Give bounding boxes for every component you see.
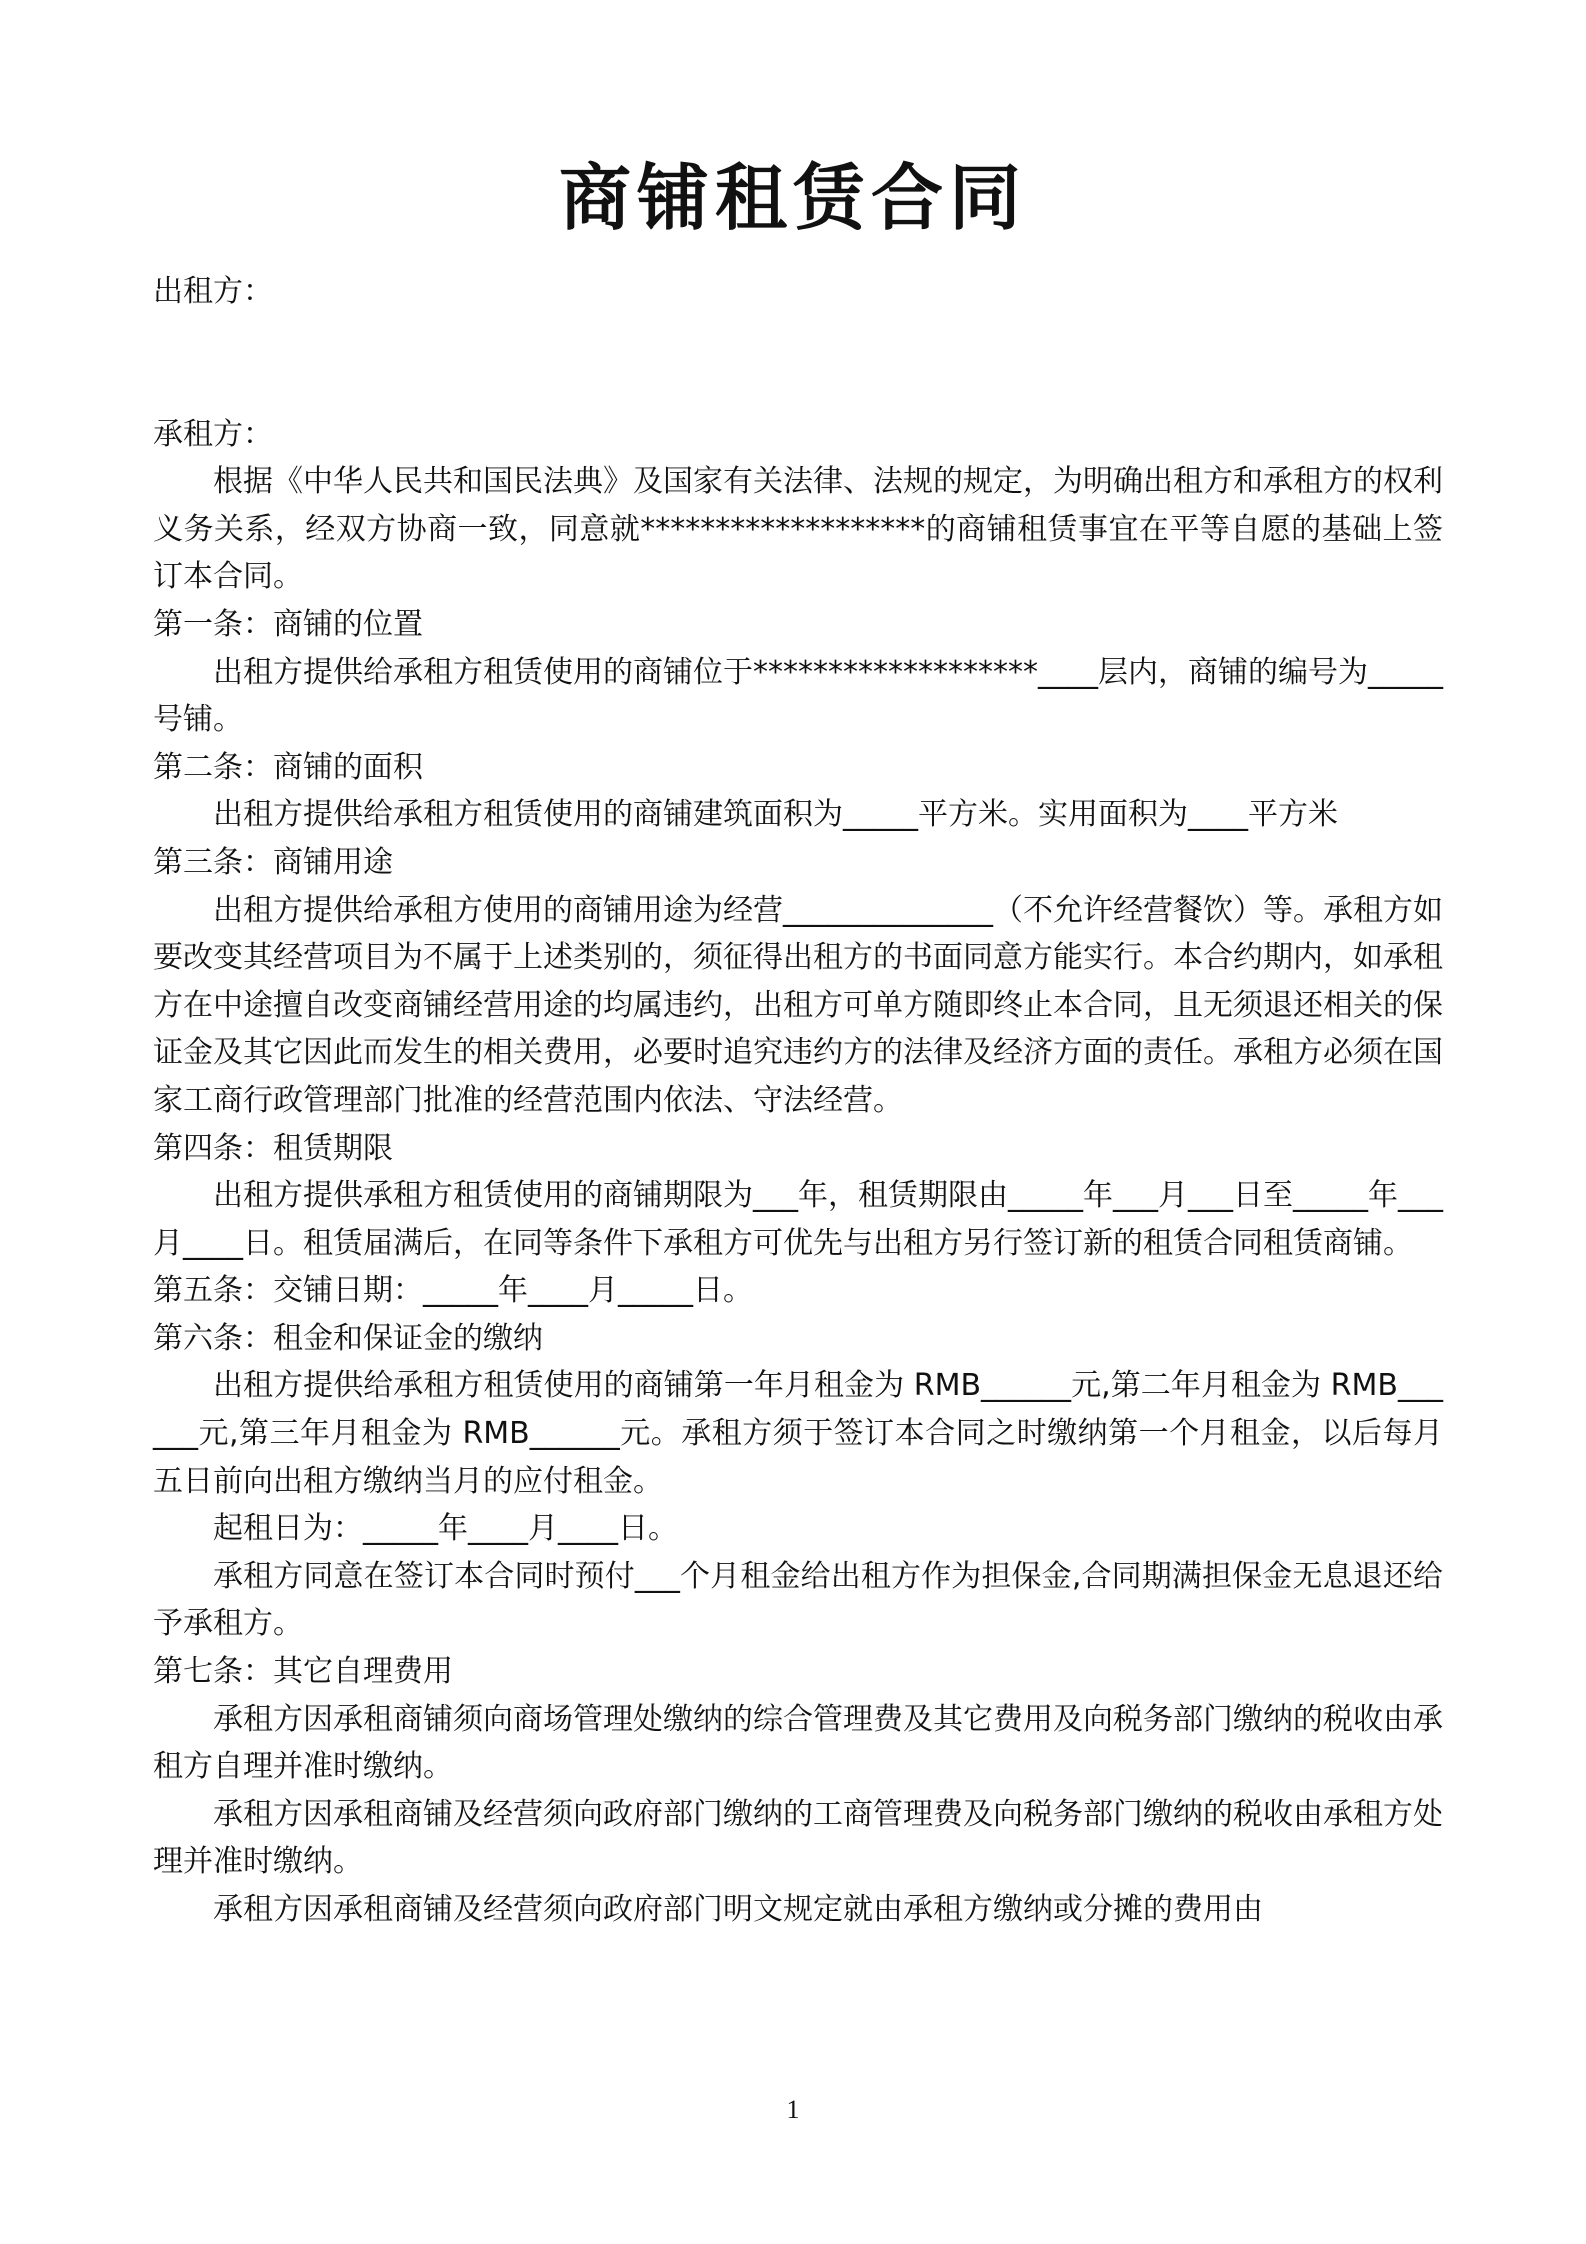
article-1-paragraph: 出租方提供给承租方租赁使用的商铺位于*******************____层内，商铺的编号为_____号铺。: [153, 654, 1443, 738]
article-1-heading: 第一条：商铺的位置: [153, 606, 423, 642]
preamble-paragraph: 根据《中华人民共和国民法典》及国家有关法律、法规的规定，为明确出租方和承租方的权利义务关系，经双方协商一致，同意就*******************的商铺租赁事宜在平等自愿的基础上签订本合同。: [153, 464, 1443, 595]
article-5-heading: 第五条：交铺日期：_____年____月_____日。: [153, 1273, 753, 1309]
document-title: 商铺租赁合同: [558, 156, 1027, 240]
lessee-label: 承租方：: [153, 416, 273, 452]
article-2-paragraph: 出租方提供给承租方租赁使用的商铺建筑面积为_____平方米。实用面积为____平方米: [213, 797, 1338, 833]
article-6-paragraph-start-date: 起租日为：_____年____月____日。: [213, 1511, 678, 1547]
article-6-paragraph-deposit: 承租方同意在签订本合同时预付___个月租金给出租方作为担保金,合同期满担保金无息退还给予承租方。: [153, 1558, 1443, 1642]
article-7-heading: 第七条：其它自理费用: [153, 1654, 453, 1690]
article-6-heading: 第六条：租金和保证金的缴纳: [153, 1320, 543, 1356]
page-number: 1: [786, 2095, 800, 2124]
article-4-heading: 第四条：租赁期限: [153, 1130, 393, 1166]
article-7-paragraph-government-fee: 承租方因承租商铺及经营须向政府部门明文规定就由承租方缴纳或分摊的费用由: [213, 1892, 1263, 1927]
article-6-paragraph-rent: 出租方提供给承租方租赁使用的商铺第一年月租金为 RMB______元,第二年月租金为 RMB______元,第三年月租金为 RMB______元。承租方须于签订本合同之时缴纳第一个月租金，以后每月五日前向出租方缴纳当月的应付租金。: [153, 1368, 1443, 1499]
signature-space: [153, 316, 1443, 411]
article-7-paragraph-business-fee: 承租方因承租商铺及经营须向政府部门缴纳的工商管理费及向税务部门缴纳的税收由承租方处理并准时缴纳。: [153, 1796, 1443, 1880]
article-2-heading: 第二条：商铺的面积: [153, 749, 423, 785]
contract-body: [153, 268, 1443, 1934]
lessor-label: 出租方：: [153, 274, 273, 309]
contract-clauses: [153, 458, 1443, 1933]
article-3-paragraph: 出租方提供给承租方使用的商铺用途为经营______________（不允许经营餐饮）等。承租方如要改变其经营项目为不属于上述类别的，须征得出租方的书面同意方能实行。本合约期内，如承租方在中途擅自改变商铺经营用途的均属违约，出租方可单方随即终止本合同，且无须退还相关的保证金及其它因此而发生的相关费用，必要时追究违约方的法律及经济方面的责任。承租方必须在国家工商行政管理部门批准的经营范围内依法、守法经营。: [153, 892, 1443, 1118]
article-3-heading: 第三条：商铺用途: [153, 844, 393, 880]
article-4-paragraph: 出租方提供承租方租赁使用的商铺期限为___年，租赁期限由_____年___月___日至_____年___月____日。租赁届满后，在同等条件下承租方可优先与出租方另行签订新的租赁合同租赁商铺。: [153, 1178, 1443, 1261]
article-7-paragraph-management-fee: 承租方因承租商铺须向商场管理处缴纳的综合管理费及其它费用及向税务部门缴纳的税收由承租方自理并准时缴纳。: [153, 1701, 1443, 1785]
